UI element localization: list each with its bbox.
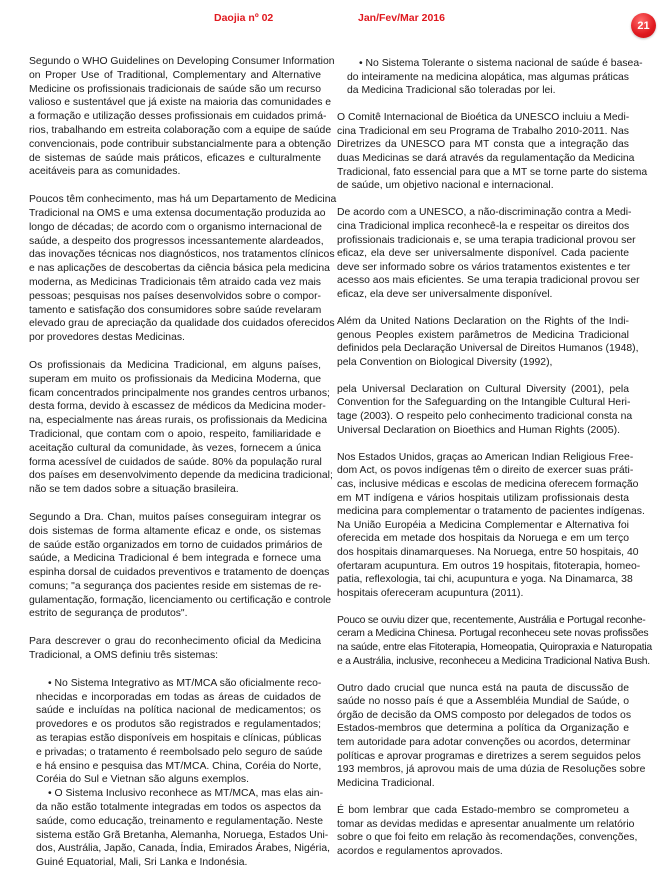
text-line: Os profissionais da Medicina Tradicional, em alguns países, — [29, 359, 321, 371]
text-line: de sistemas de saúde mais práticos, eficazes e culturalmente — [29, 152, 321, 164]
text-line: dos países em desenvolvimento depende da medicina tradicional; — [29, 470, 333, 482]
text-line: sistema estão Grã Bretanha, Alemanha, Noruega, Estados Uni- — [36, 829, 329, 841]
text-line: saúde, a Medicina Tradicional é bem integrada e fornece uma — [29, 553, 321, 565]
text-line: políticas e aprovar programas e diretrizes a serem seguidos pelos — [337, 750, 641, 762]
text-line: elevado grau de apreciação da qualidade dos cuidados oferecidos — [29, 318, 335, 330]
text-line: dos, Austrália, Japão, Canada, Índia, Emirados Árabes, Nigéria, — [36, 843, 330, 855]
text-line: na, especialmente nas áreas rurais, os profissionais da Medicina — [29, 415, 328, 427]
text-line: superam em muito os profissionais da Medicina Moderna, que — [29, 373, 321, 385]
text-line: e nas aplicações de descobertas da ciência básica pela medicina — [29, 263, 330, 275]
text-line: genous Peoples existem parâmetros de Medicina Tradicional — [337, 329, 629, 341]
text-line: e a Austrália, inclusive, reconheceu a Medicina Tradicional Nativa Bush. — [337, 655, 650, 667]
text-line: oferecida em metade dos hospitais da Noruega e em um terço — [337, 533, 629, 545]
text-line: tage (2003). O respeito pelo conhecimento tradicional consta na — [337, 411, 633, 423]
text-line: aceitação cultural da comunidade, às vezes, fornecem a única — [29, 442, 321, 454]
text-line: das inovações técnicas nos diagnósticos, nos tratamentos clínicos — [29, 249, 335, 261]
text-line: Estados-membros que determina a política da Organização e — [337, 723, 629, 735]
text-line: a formação e utilização desses profissionais em cuidados primá- — [29, 111, 327, 123]
text-line: moderna, as Medicinas Tradicionais têm atraido cada vez mais — [29, 276, 321, 288]
text-line: longo de décadas; de acordo com o organismo internacional de — [29, 221, 322, 233]
text-line: convencionais, pode contribuir substancialmente para a obtenção — [29, 138, 332, 150]
text-line: estrito de segurança de produtos". — [29, 608, 188, 620]
text-line: forma acessível de cuidados de saúde. 80% da população rural — [29, 456, 322, 468]
text-line: Medicine os profissionais tradicionais de saúde são um recurso — [29, 83, 321, 95]
text-line: Pouco se ouviu dizer que, recentemente, Austrália e Portugal reconhe- — [337, 614, 646, 626]
text-line: da Medicina Tradicional são toleradas por lei. — [347, 85, 556, 97]
bullet-paragraph — [29, 787, 330, 870]
text-line: sobre o que foi feito em relação às recomendações, convenções, — [337, 832, 638, 844]
paragraph — [29, 635, 321, 663]
text-line: saúde no nosso país é que a Assembléia Mundial de Saúde, o — [337, 696, 629, 708]
text-line: espinha dorsal de cuidados preventivos e tratamento de doenças — [29, 567, 330, 579]
paragraph — [29, 511, 332, 621]
text-line: rios, trabalhando em estreita colaboração com a equipe de saúde — [29, 124, 332, 136]
text-line: gulamentação, formação, licenciamento ou certificação e controle — [29, 594, 332, 606]
text-line: definidos pela Declaração Universal de Direitos Humanos (1948), — [337, 343, 639, 355]
text-line: cas, inclusive médicas e escolas de medicina oferecem formação — [337, 478, 639, 490]
text-line: Na União Européia a Medicina Complementar e Alternativa foi — [337, 519, 629, 531]
text-line: Além da United Nations Declaration on the Rights of the Indi- — [337, 316, 629, 327]
paragraph — [337, 206, 640, 301]
text-line: • No Sistema Tolerante o sistema nacional de saúde é basea- — [359, 58, 643, 69]
text-line: em MT indígena e vários hospitais utilizam profissionais desta — [337, 492, 629, 504]
text-line: Medicina Tradicional. — [337, 777, 435, 789]
text-line: tem autoridade para adotar convenções ou acordos, determinar — [337, 737, 631, 749]
text-line: 193 membros, já aprovou mais de uma dúzia de Resoluções sobre — [337, 764, 646, 776]
text-line: duas Medicinas se dará através da regulamentação da Medicina — [337, 153, 635, 165]
text-line: ceram a Medicina Chinesa. Portugal reconheceu sete novas profissões — [337, 628, 649, 640]
text-line: eficaz, ela deve ser universalmente disponível. — [337, 288, 553, 300]
text-line: e privadas; o tratamento é reembolsado pelo seguro de saúde — [36, 746, 323, 758]
paragraph — [337, 383, 633, 437]
bullet-paragraph — [29, 677, 321, 787]
issue-label: Daojia nº 02 — [214, 12, 274, 24]
text-line: Tradicional, que contam com o apoio, respeito, familiaridade e — [29, 428, 321, 440]
paragraph — [337, 315, 639, 369]
text-line: deve ser informado sobre os vários tratamentos existentes e ter — [337, 261, 631, 273]
text-line: Segundo o WHO Guidelines on Developing Consumer Information — [29, 56, 335, 67]
text-line: profissionais tradicionais e, se uma terapia tradicional provou ser — [337, 234, 636, 246]
text-line: Tradicional, fato essencial para que a MT se torne parte do sistema — [337, 166, 648, 178]
text-line: Segundo a Dra. Chan, muitos países conseguiram integrar os — [29, 511, 321, 523]
text-line: • No Sistema Integrativo as MT/MCA são oficialmente reco- — [48, 677, 322, 689]
paragraph — [337, 111, 648, 193]
text-line: de saúde estão organizados em torno de cuidados primários de — [29, 539, 323, 551]
paragraph — [29, 55, 335, 179]
text-line: • O Sistema Inclusivo reconhece as MT/MCA, mas elas ain- — [48, 788, 324, 800]
text-line: dos hospitais dinamarqueses. Na Noruega, entre 50 hospitais, 40 — [337, 546, 639, 558]
text-line: on Proper Use of Traditional, Complementary and Alternative — [29, 69, 321, 81]
text-line: ficam concentrados principalmente nos grandes centros urbanos; — [29, 387, 330, 399]
paragraph — [337, 451, 645, 601]
left-column — [29, 55, 337, 884]
text-line: do inteiramente na medicina alopática, mas algumas práticas — [347, 71, 629, 83]
text-line: pela Universal Declaration on Cultural Diversity (2001), pela — [337, 383, 629, 395]
bullet-paragraph — [337, 57, 643, 98]
text-line: tamento e satisfação dos consumidores sobre saúde revelaram — [29, 304, 322, 316]
text-line: Nos Estados Unidos, graças ao American Indian Religious Free- — [337, 451, 634, 463]
text-line: pela Convention on Biological Diversity (1992), — [337, 356, 553, 368]
text-line: É bom lembrar que cada Estado-membro se comprometeu a — [337, 804, 629, 816]
text-line: provedores e os produtos são registrados e regulamentados; — [36, 719, 321, 731]
text-line: da não estão totalmente integradas em todos os aspectos da — [36, 802, 321, 814]
paragraph — [337, 804, 638, 858]
text-line: saúde e incluídas na política nacional de medicamentos; os — [36, 705, 321, 717]
text-line: Coréia do Sul e Vietnan são alguns exemplos. — [36, 774, 249, 786]
text-line: ofertaram acupuntura. Em outros 19 hospitais, fitoterapia, homeo- — [337, 560, 641, 572]
text-line: tomar as devidas medidas e apresentar anualmente um relatório — [337, 818, 635, 830]
paragraph — [337, 682, 646, 791]
right-column — [337, 57, 652, 872]
text-line: saúde, a despeito dos progressos incessantemente alardeados, — [29, 235, 324, 247]
text-line: Diretrizes da UNESCO para MT consta que a integração das — [337, 139, 629, 151]
text-line: dois sistemas de forma altamente eficaz e onde, os sistemas — [29, 525, 321, 537]
text-line: saúde, como educação, treinamento e regulamentação. Neste — [36, 815, 324, 827]
text-line: nhecidas e incorporadas em todas as áreas de cuidados de — [36, 691, 321, 703]
text-line: aceitáveis para as comunidades. — [29, 166, 181, 178]
issue-date: Jan/Fev/Mar 2016 — [358, 12, 445, 24]
text-line: cina Tradicional implica reconhecê-la e respeitar os direitos dos — [337, 220, 630, 232]
text-line: acordos e regulamentos aprovados. — [337, 845, 503, 857]
text-line: desta forma, devido à escassez de médicos da Medicina moder- — [29, 401, 326, 413]
text-line: órgão de decisão da OMS composto por delegados de todos os — [337, 709, 632, 721]
text-line: hospitais ofereceram acupuntura (2011). — [337, 587, 524, 599]
text-line: cina Tradicional em seu Programa de Trabalho 2010-2011. Nas — [337, 125, 629, 137]
text-line: Guiné Equatorial, Mali, Sri Lanka e Indonésia. — [36, 857, 248, 869]
text-line: as terapias estão disponíveis em hospitais e clínicas, públicas — [36, 733, 322, 745]
text-line: valioso e sustentável que já existe na maioria das comunidades e — [29, 97, 332, 109]
text-line: e há ensino e pesquisa das MT/MCA. China, Coréia do Norte, — [36, 760, 322, 772]
text-line: Universal Declaration on Bioethics and Human Rights (2005). — [337, 424, 620, 436]
text-line: pessoas; pesquisas nos países desenvolvidos sobre o compor- — [29, 290, 321, 302]
paragraph — [29, 193, 337, 345]
paragraph — [29, 359, 333, 497]
paragraph — [337, 614, 652, 668]
text-line: Tradicional, a OMS definiu três sistemas: — [29, 650, 219, 662]
text-line: O Comitê Internacional de Bioética da UNESCO incluiu a Medi- — [337, 112, 630, 124]
text-line: De acordo com a UNESCO, a não-discriminação contra a Medi- — [337, 207, 632, 219]
text-line: não se tem dados sobre a situação brasileira. — [29, 484, 239, 496]
text-line: eficaz, ela deve ser universalmente disponível. Cada paciente — [337, 248, 629, 260]
text-line: patia, reflexologia, tai chi, acupuntura e yoga. Na Dinamarca, 38 — [337, 574, 633, 586]
text-line: por provedores destas Medicinas. — [29, 332, 185, 344]
text-line: dom Act, os povos indígenas têm o direito de exercer suas práti- — [337, 465, 634, 477]
text-line: comuns; "a segurança dos pacientes reside em sistemas de re- — [29, 580, 322, 592]
text-line: Outro dado crucial que nunca está na pauta de discussão de — [337, 682, 629, 694]
text-line: Tradicional na OMS e uma extensa documentação produzida ao — [29, 207, 326, 219]
text-line: medicina para complementar o tratamento de pacientes indígenas. — [337, 506, 645, 518]
page-number-badge: 21 — [631, 13, 656, 38]
text-line: acesso aos mais eficientes. Se uma terapia tradicional provou ser — [337, 275, 640, 287]
text-line: na saúde, entre elas Fitoterapia, Homeopatia, Quiropraxia e Naturopatia — [337, 641, 652, 653]
text-line: de saúde, um objetivo nacional e internacional. — [337, 180, 554, 192]
text-line: Convention for the Safeguarding on the Intangible Cultural Heri- — [337, 397, 631, 409]
text-line: Para descrever o grau do reconhecimento oficial da Medicina — [29, 636, 321, 648]
text-line: Poucos têm conhecimento, mas há um Departamento de Medicina — [29, 194, 337, 206]
